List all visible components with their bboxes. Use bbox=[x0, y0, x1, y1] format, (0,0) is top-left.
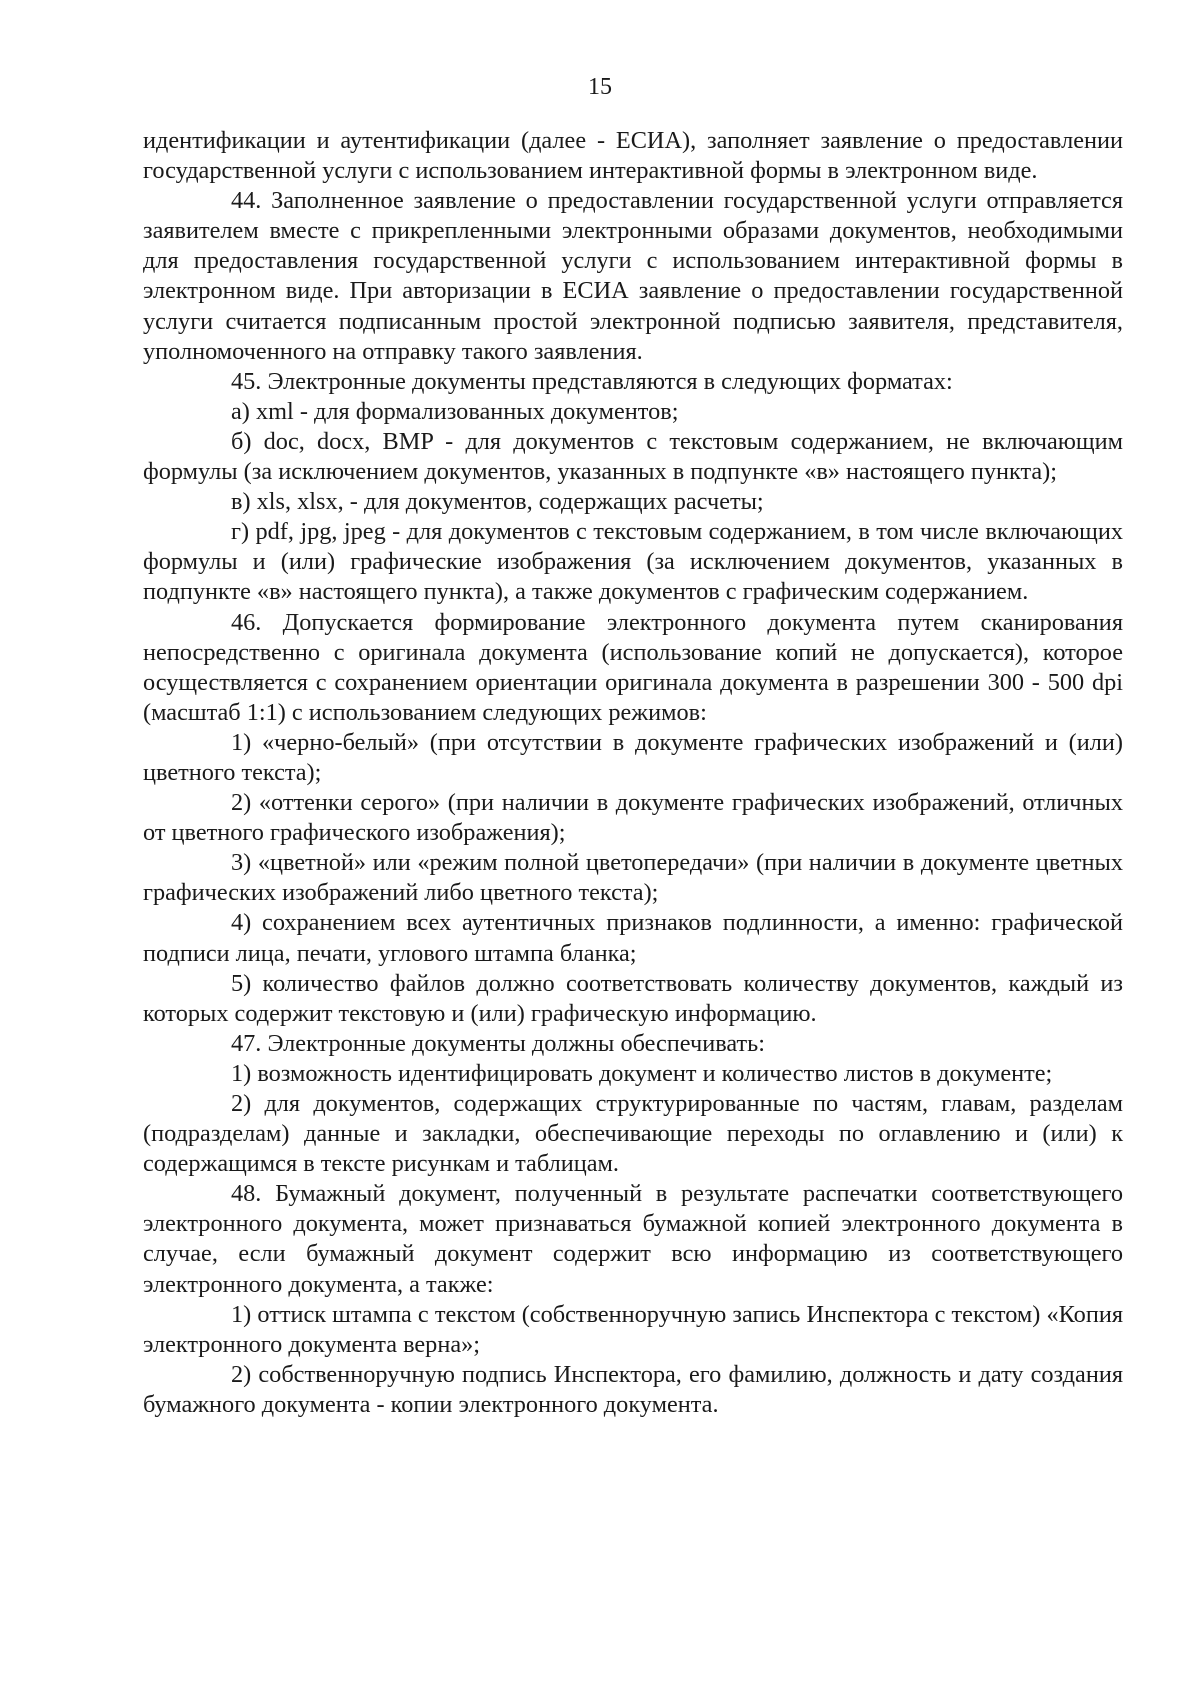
paragraph-44: 44. Заполненное заявление о предоставлении государственной услуги отправляется заявителем вместе с прикрепленными электронными образами документов, необходимыми для предоставления государственной услуги с использованием интерактивной формы в электронном виде. При авторизации в ЕСИА заявление о предоставлении государственной услуги считается подписанным простой электронной подписью заявителя, представителя, уполномоченного на отправку такого заявления. bbox=[143, 187, 1123, 365]
paragraph-46-5: 5) количество файлов должно соответствовать количеству документов, каждый из которых содержит текстовую и (или) графическую информацию. bbox=[143, 969, 1123, 1027]
paragraph-46: 46. Допускается формирование электронного документа путем сканирования непосредственно с оригинала документа (использование копий не допускается), которое осуществляется с сохранением ориентации оригинала документа в разрешении 300 - 500 dpi (масштаб 1:1) с использованием следующих режимов: bbox=[143, 608, 1123, 726]
paragraph-48-2: 2) собственноручную подпись Инспектора, его фамилию, должность и дату создания бумажного документа - копии электронного документа. bbox=[143, 1360, 1123, 1418]
paragraph-45-a: а) xml - для формализованных документов; bbox=[231, 397, 679, 425]
paragraph-47: 47. Электронные документы должны обеспечивать: bbox=[231, 1029, 765, 1057]
paragraph-esia-continuation: идентификации и аутентификации (далее - ЕСИА), заполняет заявление о предоставлении государственной услуги с использованием интерактивной формы в электронном виде. bbox=[143, 127, 1123, 185]
paragraph-46-3: 3) «цветной» или «режим полной цветопередачи» (при наличии в документе цветных графических изображений либо цветного текста); bbox=[143, 849, 1123, 907]
paragraph-45-b: б) doc, docx, BMP - для документов с текстовым содержанием, не включающим формулы (за исключением документов, указанных в подпункте «в» настоящего пункта); bbox=[143, 427, 1123, 486]
paragraph-46-4: 4) сохранением всех аутентичных признаков подлинности, а именно: графической подписи лица, печати, углового штампа бланка; bbox=[143, 909, 1123, 967]
paragraph-45: 45. Электронные документы представляются в следующих форматах: bbox=[231, 367, 953, 395]
paragraph-48-1: 1) оттиск штампа с текстом (собственноручную запись Инспектора с текстом) «Копия электронного документа верна»; bbox=[143, 1300, 1123, 1358]
paragraph-46-2: 2) «оттенки серого» (при наличии в документе графических изображений, отличных от цветного графического изображения); bbox=[143, 789, 1123, 847]
document-body bbox=[143, 126, 1123, 1420]
paragraph-46-1: 1) «черно-белый» (при отсутствии в документе графических изображений и (или) цветного текста); bbox=[143, 728, 1123, 786]
paragraph-47-2: 2) для документов, содержащих структурированные по частям, главам, разделам (подразделам) данные и закладки, обеспечивающие переходы по оглавлению и (или) к содержащимся в тексте рисункам и таблицам. bbox=[143, 1090, 1123, 1178]
page-number: 15 bbox=[588, 74, 612, 100]
paragraph-47-1: 1) возможность идентифицировать документ и количество листов в документе; bbox=[231, 1059, 1053, 1087]
paragraph-45-v: в) xls, xlsx, - для документов, содержащих расчеты; bbox=[231, 488, 764, 516]
paragraph-48: 48. Бумажный документ, полученный в результате распечатки соответствующего электронного документа, может признаваться бумажной копией электронного документа в случае, если бумажный документ содержит всю информацию из соответствующего электронного документа, а также: bbox=[143, 1180, 1123, 1298]
paragraph-45-g: г) pdf, jpg, jpeg - для документов с текстовым содержанием, в том числе включающих формулы и (или) графические изображения (за исключением документов, указанных в подпункте «в» настоящего пункта), а также документов с графическим содержанием. bbox=[143, 518, 1123, 606]
